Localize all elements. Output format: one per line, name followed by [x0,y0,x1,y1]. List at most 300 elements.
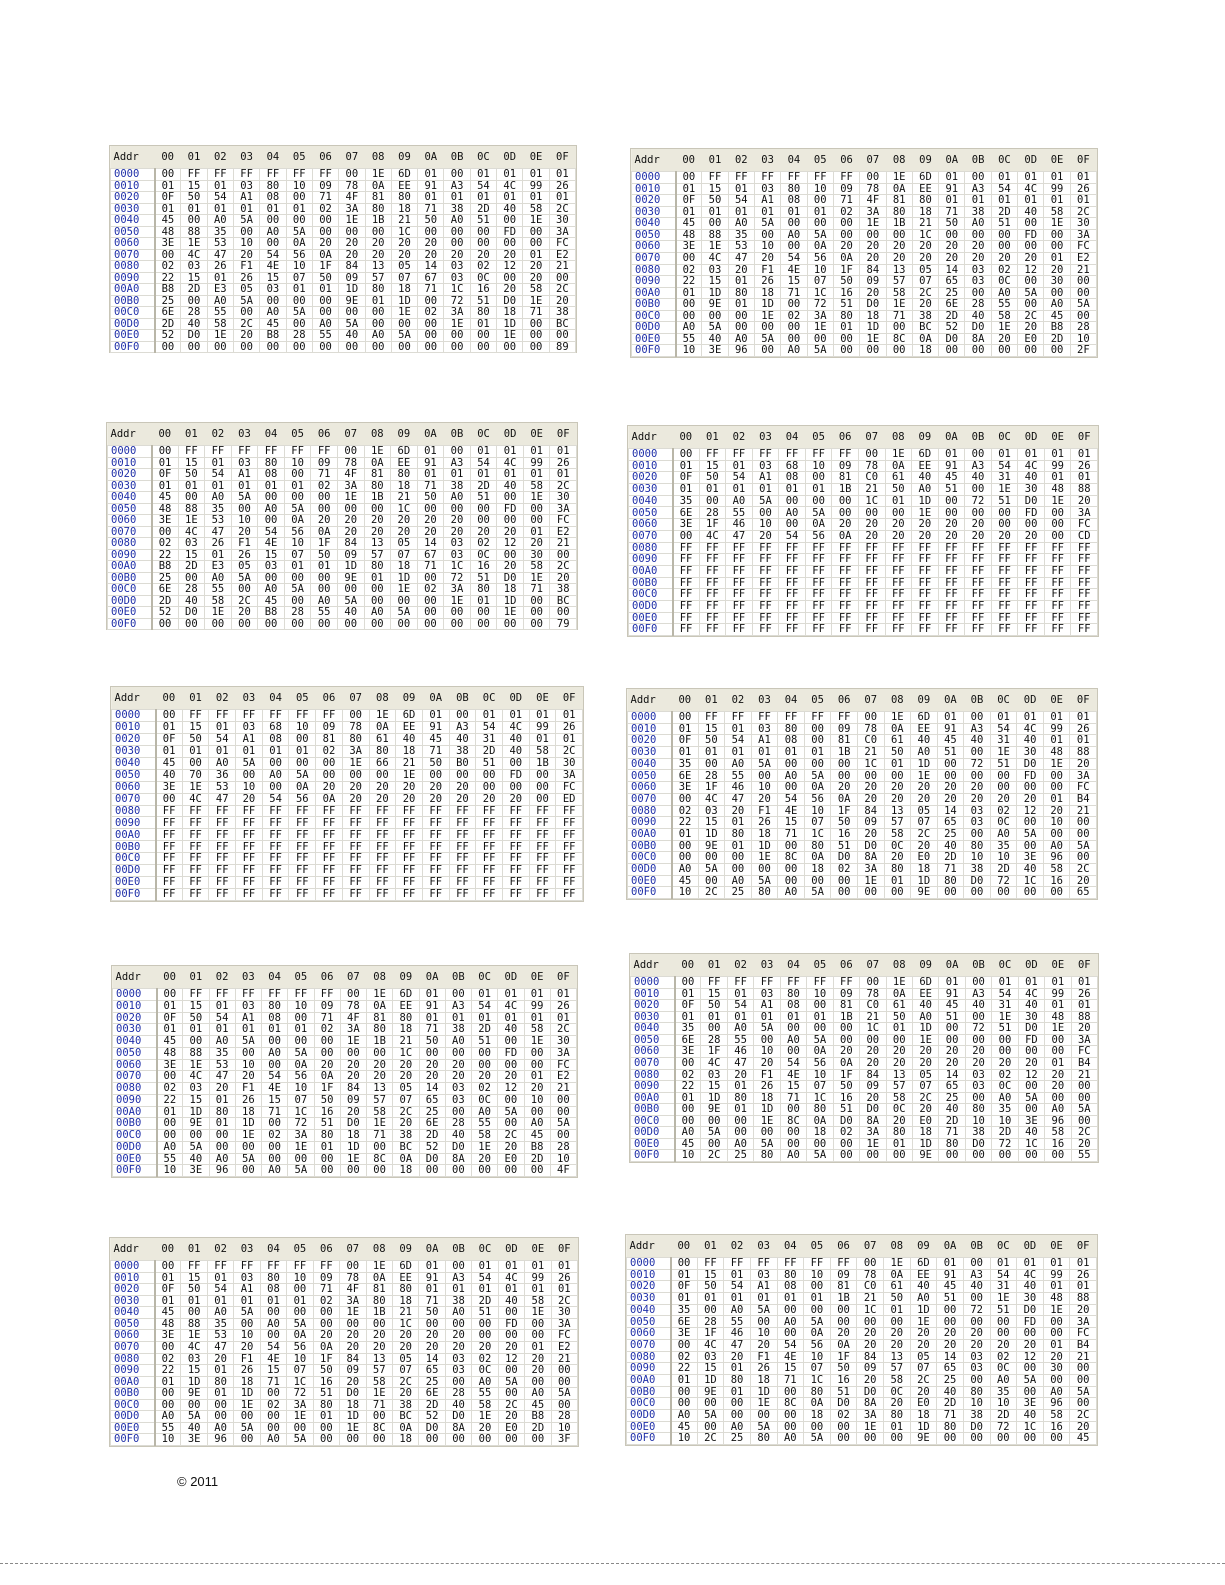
hex-byte: 00 [498,1118,524,1130]
hex-byte: 00 [444,341,470,353]
row-address: 0000 [631,977,675,989]
row-address: 0020 [631,1000,675,1012]
hex-byte: 80 [884,863,911,875]
hex-byte: 5A [807,229,833,241]
hex-byte: 52 [939,322,965,334]
hex-byte: 20 [445,1059,471,1071]
offset-column-header: 00 [673,426,700,449]
hex-byte: 20 [911,793,938,805]
hex-byte: 02 [418,307,444,319]
hex-byte: 10 [287,1272,313,1284]
hex-byte: 2C [393,1106,419,1118]
hex-byte: FF [236,805,263,817]
hex-table [630,954,1098,1162]
hex-byte: 5A [751,758,778,770]
hex-byte: 80 [939,1138,965,1150]
hex-byte: 00 [964,747,991,759]
hex-byte: FF [529,817,556,829]
hex-byte: 8A [860,1115,886,1127]
hex-byte: 00 [476,781,503,793]
hex-byte: 01 [417,446,444,458]
hex-byte: 20 [1071,1023,1097,1035]
hex-byte: 68 [262,721,289,733]
hex-byte: 00 [1070,852,1097,864]
hex-byte: 65 [419,1094,445,1106]
hex-byte: 00 [676,310,702,322]
hex-byte: 10 [750,1328,777,1340]
hex-byte: 5A [1070,840,1097,852]
hex-byte: 00 [260,1330,286,1342]
hex-byte: 00 [778,758,805,770]
hex-byte: 16 [314,1106,340,1118]
table-row [108,618,577,630]
hex-byte: 00 [671,1398,698,1410]
hex-byte: 03 [445,1083,471,1095]
table-row [111,180,576,192]
hex-byte: 2C [231,595,258,607]
hex-byte: FF [699,612,726,624]
hex-byte: 00 [752,507,779,519]
hex-byte: 50 [833,276,859,288]
hex-byte: 09 [830,1269,857,1281]
hex-byte: 00 [807,195,833,207]
hex-byte: 80 [470,584,497,596]
hex-byte: FF [991,600,1018,612]
hex-byte: FF [858,600,885,612]
hex-byte: 9E [337,572,364,584]
hex-byte: 1F [699,519,726,531]
hex-byte: 03 [444,538,471,550]
hex-byte: 51 [831,840,858,852]
hex-byte: 0A [316,793,343,805]
hex-byte: 01 [287,1295,313,1307]
hex-byte: 30 [523,549,550,561]
hex-byte: 54 [777,1339,804,1351]
table-row [628,887,1097,899]
hex-byte: 01 [1071,1000,1097,1012]
hex-byte: 51 [470,295,496,307]
hex-byte: 00 [183,1130,209,1142]
hex-byte: 1E [444,318,470,330]
hex-byte: 84 [337,538,364,550]
hex-byte: 01 [676,287,702,299]
hex-byte: 01 [152,457,179,469]
hex-byte: 20 [339,238,365,250]
hex-byte: 00 [1018,1081,1044,1093]
hex-byte: 00 [1045,1034,1071,1046]
hex-byte: FD [1018,507,1045,519]
hex-byte: 80 [833,310,859,322]
hex-byte: 00 [676,252,702,264]
hex-byte: 00 [470,515,497,527]
hex-byte: 01 [725,723,752,735]
row-address: 0050 [108,503,152,515]
hex-byte: 07 [912,1081,938,1093]
hex-byte: 00 [857,1316,884,1328]
hex-byte: 20 [422,793,449,805]
hex-byte: 00 [1043,1316,1070,1328]
row-address: 0030 [628,747,672,759]
hex-byte: 40 [396,733,423,745]
hex-byte: 00 [287,1422,313,1434]
hex-byte: 00 [339,307,365,319]
hex-byte: 01 [472,1012,498,1024]
hex-byte: 65 [939,1081,965,1093]
hex-byte: 1C [391,226,417,238]
row-address: 0070 [632,252,676,264]
hex-byte: FF [422,817,449,829]
hex-byte: 1E [884,712,911,724]
hex-byte: 80 [364,480,391,492]
offset-column-header: 05 [807,149,833,172]
hex-byte: A0 [777,1316,804,1328]
hex-byte: 20 [1018,322,1044,334]
hex-byte: 3E [1017,1398,1044,1410]
table-row [627,1258,1097,1270]
hex-byte: 20 [391,526,418,538]
hex-byte: 07 [910,1363,937,1375]
hex-byte: 2C [549,203,575,215]
hex-byte: 01 [525,1261,551,1273]
hex-byte: 21 [1070,264,1096,276]
hex-byte: 01 [1018,449,1045,461]
table-row [111,1341,578,1353]
hex-byte: 0A [832,530,859,542]
hex-byte: 99 [529,721,556,733]
hex-byte: 01 [727,1104,753,1116]
hex-byte: 00 [418,330,444,342]
hex-byte: 21 [857,1293,884,1305]
hex-byte: FF [779,554,806,566]
hex-byte: 00 [886,229,912,241]
hex-byte: 00 [675,1057,701,1069]
hex-byte: B4 [1071,1057,1097,1069]
hex-byte: 01 [556,710,583,722]
table-row [627,1269,1097,1281]
table-row [108,561,577,573]
hex-byte: 00 [1017,840,1044,852]
hex-byte: 28 [965,299,991,311]
hex-byte: 3E [672,782,699,794]
hex-byte: 0C [884,840,911,852]
hex-byte: 25 [727,1150,753,1162]
hex-byte: 00 [860,229,886,241]
offset-column-header: 01 [702,149,728,172]
hex-byte: D0 [964,875,991,887]
hex-byte: 02 [991,264,1017,276]
hex-byte: FF [182,865,209,877]
hex-byte: 00 [1017,1363,1044,1375]
offset-column-header: 00 [675,954,701,977]
hex-byte: FF [236,817,263,829]
hex-byte: 00 [286,192,312,204]
hex-byte: 99 [524,1000,550,1012]
hex-byte: E3 [205,561,232,573]
hex-byte: 26 [1071,988,1097,1000]
hex-byte: FF [556,865,583,877]
offset-column-header: 04 [260,1238,286,1261]
offset-column-header: 0E [529,687,556,710]
hex-byte: 12 [498,1083,524,1095]
hex-byte: 02 [472,1083,498,1095]
hex-byte: FF [396,817,423,829]
hex-byte: 3E [183,1165,209,1177]
hex-byte: 00 [1017,1328,1044,1340]
hex-byte: 10 [286,180,312,192]
hex-byte: 15 [701,988,727,1000]
hex-byte: 00 [550,1094,576,1106]
hex-byte: 14 [937,1351,964,1363]
hex-byte: 20 [342,793,369,805]
hex-byte: 4C [182,793,209,805]
hex-byte: FF [912,589,939,601]
hex-byte: 01 [288,1024,314,1036]
hex-byte: 16 [1043,1421,1070,1433]
table-row [112,757,583,769]
hex-byte: 01 [990,712,1017,724]
row-address: 00B0 [111,295,155,307]
hex-byte: 50 [885,484,912,496]
hex-byte: FF [726,577,753,589]
row-address: 00A0 [108,561,152,573]
hex-byte: 00 [156,710,183,722]
hex-byte: A3 [445,1000,471,1012]
hex-byte: 00 [497,492,524,504]
table-row [111,341,576,353]
hex-byte: 88 [183,1047,209,1059]
hex-byte: 01 [156,721,183,733]
hex-byte: 84 [339,261,365,273]
hex-byte: 00 [807,218,833,230]
hex-byte: FF [912,612,939,624]
hex-byte: FD [498,1047,524,1059]
table-row [111,272,576,284]
hex-byte: FF [991,577,1018,589]
hex-byte: EE [391,457,418,469]
hex-byte: 4C [1018,988,1044,1000]
hex-byte: 00 [780,1104,806,1116]
hex-byte: 20 [445,1071,471,1083]
hex-byte: 0A [364,457,391,469]
hex-byte: D0 [965,322,991,334]
hex-byte: 00 [523,607,550,619]
hex-byte: FF [885,612,912,624]
hex-byte: 1D [912,495,939,507]
hex-byte: 38 [393,1130,419,1142]
hex-byte: 15 [697,1269,724,1281]
hex-byte: 54 [990,1269,1017,1281]
hex-byte: 00 [284,595,311,607]
hex-byte: 03 [234,1272,260,1284]
hex-byte: 0A [886,988,912,1000]
hex-byte: 96 [209,1165,235,1177]
hex-byte: 53 [728,241,754,253]
hex-byte: 00 [965,1150,991,1162]
hex-byte: 2D [524,1153,550,1165]
hex-byte: D0 [857,1386,884,1398]
hex-byte: 01 [886,1023,912,1035]
hex-byte: 10 [235,1059,261,1071]
hex-byte: 1F [701,1046,727,1058]
hex-byte: 0A [288,1059,314,1071]
hex-byte: 38 [449,745,476,757]
hex-byte: B8 [1044,322,1070,334]
hex-byte: 2D [991,206,1017,218]
hex-byte: 20 [858,530,885,542]
hex-byte: EE [392,1272,418,1284]
hex-byte: 01 [260,1295,286,1307]
hex-byte: 01 [884,1421,911,1433]
hex-byte: 20 [340,1376,366,1388]
offset-column-header: 07 [342,687,369,710]
hex-byte: 00 [234,1434,260,1446]
table-row [112,769,583,781]
hex-byte: 66 [369,757,396,769]
hex-byte: 20 [964,782,991,794]
hex-byte: FF [289,817,316,829]
hex-byte: FC [1071,1046,1097,1058]
hex-byte: 1E [1043,1304,1070,1316]
hex-byte: 3E [157,1059,183,1071]
hex-byte: 4C [701,1057,727,1069]
hex-byte: 1E [396,769,423,781]
table-row [112,877,583,889]
hex-byte: FF [529,853,556,865]
hex-byte: 00 [523,503,550,515]
hex-byte: 5A [702,322,728,334]
hex-byte: 00 [472,1165,498,1177]
hex-byte: 4C [498,1000,524,1012]
hex-byte: 50 [419,1307,445,1319]
hex-byte: 01 [777,1293,804,1305]
hex-byte: 22 [675,1081,701,1093]
hex-byte: 91 [937,723,964,735]
table-row [628,863,1097,875]
hex-byte: 03 [965,1081,991,1093]
hex-byte: FC [1070,241,1096,253]
hex-byte: 01 [523,469,550,481]
table-row [628,782,1097,794]
hex-byte: 51 [470,215,496,227]
hex-byte: 0F [671,1281,698,1293]
hex-byte: 01 [991,195,1017,207]
hex-byte: FF [556,841,583,853]
hex-byte: 1E [1044,218,1070,230]
hex-byte: 01 [181,1295,207,1307]
hex-byte: 78 [342,721,369,733]
addr-column-header: Addr [112,687,156,710]
hex-byte: 3F [551,1434,577,1446]
hex-byte: 5A [234,1422,260,1434]
hex-byte: 00 [391,618,418,630]
hex-byte: FF [262,989,288,1001]
hex-byte: 80 [727,1092,753,1104]
hex-byte: 22 [152,549,179,561]
hex-byte: 2C [549,284,575,296]
hex-byte: 00 [1070,1363,1097,1375]
hex-byte: 15 [781,276,807,288]
hex-byte: 05 [393,1083,419,1095]
hex-byte: 00 [472,1047,498,1059]
table-row [111,318,576,330]
hex-byte: 2C [1070,863,1097,875]
hex-byte: 01 [523,446,550,458]
hex-byte: 00 [418,226,444,238]
hex-byte: 00 [155,169,181,181]
hex-byte: 00 [525,1434,551,1446]
row-address: 0020 [111,192,155,204]
hex-byte: 01 [497,169,523,181]
hex-byte: 01 [1043,1281,1070,1293]
hex-byte: 1E [912,1034,938,1046]
hex-byte: 01 [209,1024,235,1036]
row-address: 00A0 [111,284,155,296]
hex-byte: 5A [234,1307,260,1319]
hex-byte: FF [422,829,449,841]
hex-byte: 00 [418,295,444,307]
hex-byte: 00 [523,226,549,238]
hex-byte: 00 [698,875,725,887]
offset-column-header: 0E [1044,149,1070,172]
hex-byte: 10 [752,519,779,531]
hex-byte: 20 [886,1057,912,1069]
hex-byte: FD [497,226,523,238]
hex-byte: 56 [288,1071,314,1083]
row-address: 0070 [108,526,152,538]
hex-byte: 5A [807,1150,833,1162]
hex-byte: 50 [181,192,207,204]
hex-byte: 00 [262,781,289,793]
hex-byte: 40 [1017,863,1044,875]
hex-byte: 00 [831,770,858,782]
hex-byte: 01 [207,1272,233,1284]
hex-byte: FF [156,829,183,841]
hex-byte: 00 [502,757,529,769]
hex-byte: 54 [262,1071,288,1083]
row-address: 00D0 [629,600,673,612]
hex-byte: 20 [498,1071,524,1083]
row-address: 0090 [111,1365,155,1377]
table-row [112,817,583,829]
row-address: 0040 [113,1036,157,1048]
table-row [632,172,1097,184]
hex-byte: 20 [366,1330,392,1342]
hex-byte: 91 [937,1269,964,1281]
hex-byte: 20 [1017,793,1044,805]
hex-byte: 01 [551,1261,577,1273]
hex-byte: 45 [1044,310,1070,322]
hex-byte: 00 [1018,345,1044,357]
hex-byte: 00 [885,507,912,519]
hex-byte: FF [779,542,806,554]
hex-byte: 20 [910,1339,937,1351]
hex-byte: 80 [964,840,991,852]
hex-byte: 00 [340,989,366,1001]
hex-byte: 1D [339,284,365,296]
hex-byte: FF [316,877,343,889]
hex-byte: 00 [1070,1374,1097,1386]
hex-byte: 10 [155,1434,181,1446]
hex-byte: 01 [672,828,699,840]
offset-column-header: 08 [369,687,396,710]
copyright-notice: © 2011 [177,1474,219,1489]
offset-column-header: 02 [727,954,753,977]
hex-byte: 1E [884,1258,911,1270]
hex-byte: 58 [991,310,1017,322]
hex-byte: 1E [235,1130,261,1142]
hex-byte: 00 [417,618,444,630]
hex-byte: 00 [365,341,391,353]
